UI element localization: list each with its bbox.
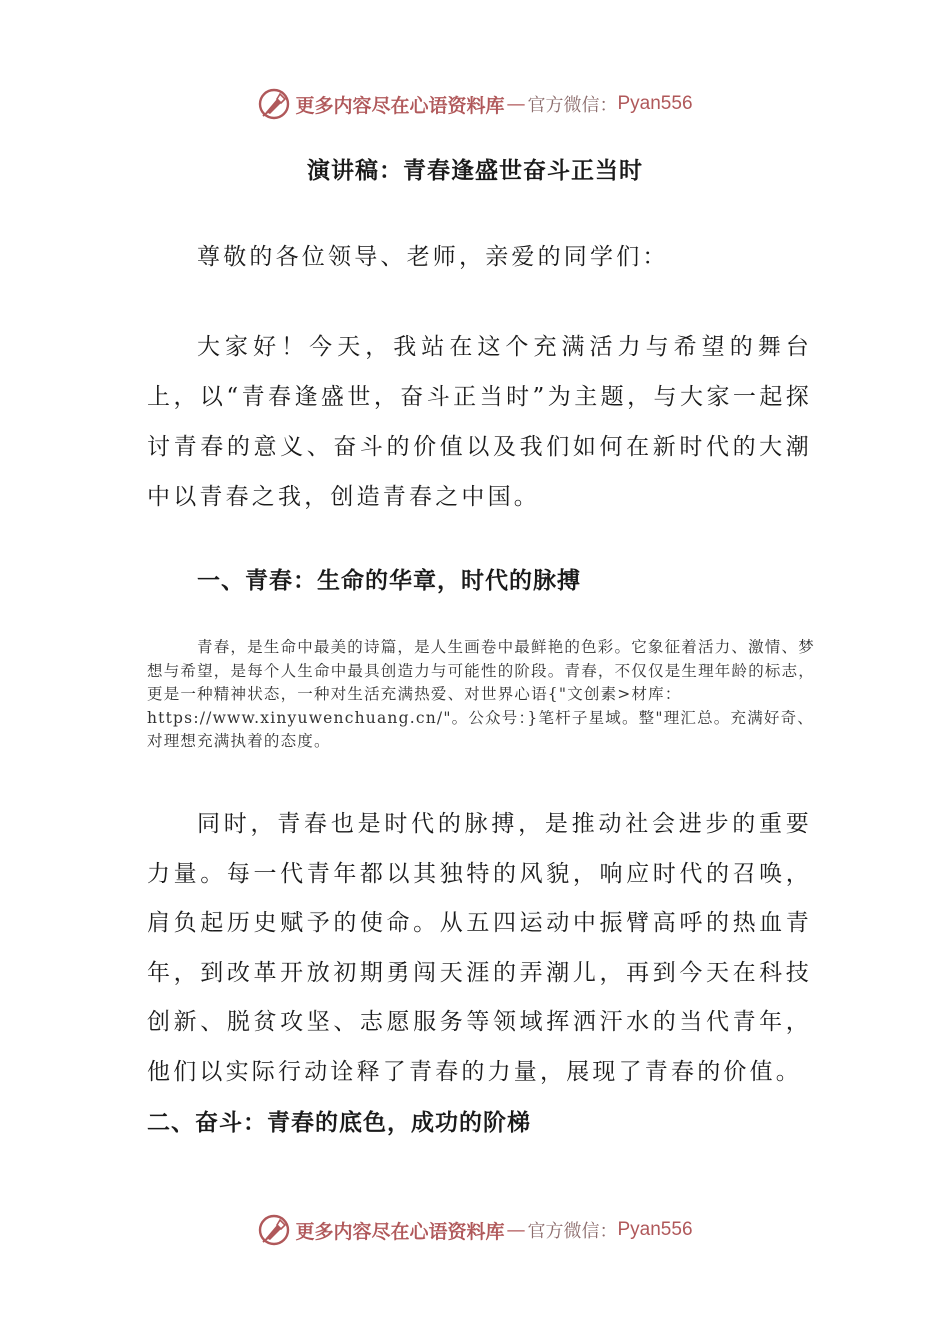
banner-main-text: 更多内容尽在心语资料库: [295, 94, 505, 117]
banner-dash: —: [506, 1219, 526, 1241]
section-2-heading: 二、奋斗：青春的底色，成功的阶梯: [147, 1109, 531, 1136]
section-1-paragraph-2: 同时，青春也是时代的脉搏，是推动社会进步的重要力量。每一代青年都以其独特的风貌，响应时代的召唤，肩负起历史赋予的使命。从五四运动中振臂高呼的热血青年，到改革开放初期勇闯天涯的弄潮儿，再到今天在科技创新、脱贫攻坚、志愿服务等领域挥洒汗水的当代青年，他们以实际行动诠释了青春的力量，展现了青春的价值。: [147, 811, 812, 1085]
intro-paragraph: 大家好！今天，我站在这个充满活力与希望的舞台上，以“青春逢盛世，奋斗正当时”为主题，与大家一起探讨青春的意义、奋斗的价值以及我们如何在新时代的大潮中以青春之我，创造青春之中国。: [147, 334, 812, 510]
section-1-paragraph-1: 青春，是生命中最美的诗篇，是人生画卷中最鲜艳的色彩。它象征着活力、激情、梦想与希望，是每个人生命中最具创造力与可能性的阶段。青春，不仅仅是生理年龄的标志，更是一种精神状态，一种对生活充满热爱、对世界心语{"文创素>材库：https://www.xinyuwenchuang.cn/"。公众号：}笔杆子星域。整"理汇总。充满好奇、对理想充满执着的态度。: [147, 638, 816, 750]
banner-main-text: 更多内容尽在心语资料库: [295, 1220, 505, 1243]
section-1-heading: 一、青春：生命的华章，时代的脉搏: [197, 567, 581, 594]
banner-dash: —: [506, 93, 526, 115]
document-title: 演讲稿：青春逢盛世奋斗正当时: [307, 157, 643, 184]
greeting-paragraph: 尊敬的各位领导、老师，亲爱的同学们：: [197, 244, 669, 270]
pen-nib-logo-icon: [257, 1213, 291, 1247]
footer-banner: [0, 1210, 950, 1250]
banner-wechat-id: Pyan556: [617, 93, 693, 114]
pen-nib-logo-icon: [257, 87, 291, 121]
banner-wechat-id: Pyan556: [617, 1219, 693, 1240]
header-banner: [0, 84, 950, 124]
banner-wechat-label: 官方微信：: [527, 1221, 618, 1242]
banner-wechat-label: 官方微信：: [527, 95, 618, 116]
